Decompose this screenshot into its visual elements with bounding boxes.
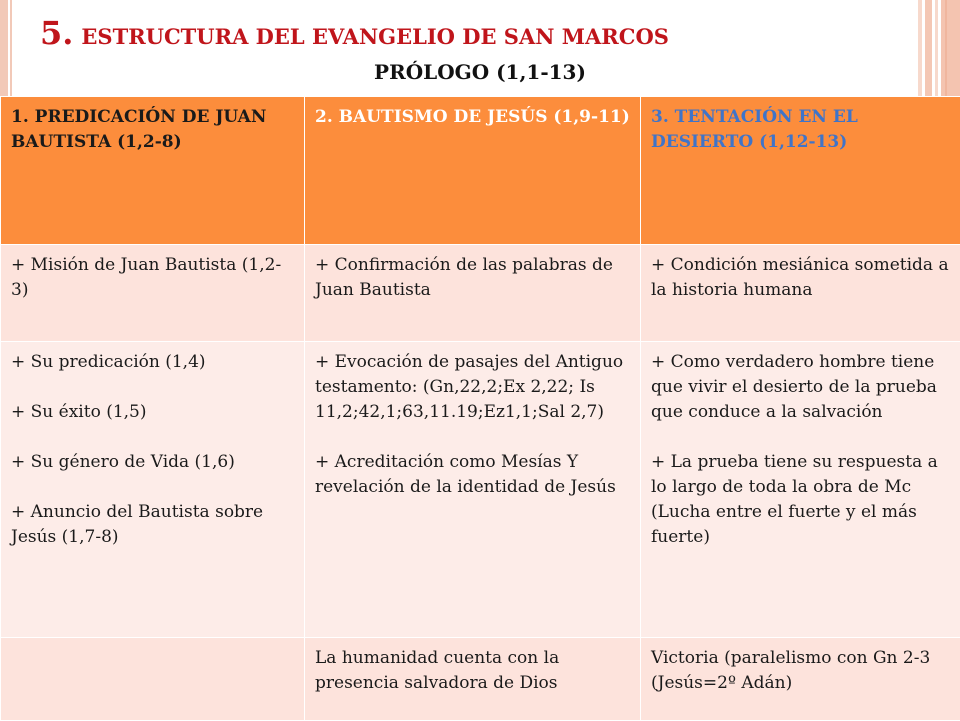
table-cell bbox=[1, 342, 305, 638]
table-row bbox=[1, 245, 960, 342]
slide-subtitle: PRÓLOGO (1,1-13) bbox=[320, 60, 640, 84]
header-tentacion: 3. TENTACIÓN EN EL DESIERTO (1,12-13) bbox=[641, 97, 960, 245]
header-juan-bautista: 1. PREDICACIÓN DE JUAN BAUTISTA (1,2-8) bbox=[1, 97, 305, 245]
slide-title bbox=[40, 14, 669, 52]
table-cell bbox=[1, 638, 305, 721]
table-cell bbox=[641, 342, 960, 638]
table-cell bbox=[305, 342, 641, 638]
table-row bbox=[1, 638, 960, 721]
table-row bbox=[1, 342, 960, 638]
table-cell: + Confirmación de las palabras de Juan Bautista bbox=[305, 245, 641, 342]
cell-item: + Su predicación (1,4) bbox=[11, 350, 294, 375]
table-cell: Victoria (paralelismo con Gn 2-3 (Jesús=2º Adán) bbox=[641, 638, 960, 721]
left-border-decoration bbox=[0, 0, 8, 98]
slide-title-text: ESTRUCTURA DEL EVANGELIO DE SAN MARCOS bbox=[81, 24, 669, 49]
structure-table bbox=[0, 96, 960, 721]
cell-item: + Su género de Vida (1,6) bbox=[11, 450, 294, 475]
left-border-decoration bbox=[10, 0, 12, 98]
cell-item: + Como verdadero hombre tiene que vivir el desierto de la prueba que conduce a la salvación bbox=[651, 350, 950, 425]
cell-item: + Acreditación como Mesías Y revelación de la identidad de Jesús bbox=[315, 450, 630, 500]
cell-item: + La prueba tiene su respuesta a lo largo de toda la obra de Mc (Lucha entre el fuerte y el más fuerte) bbox=[651, 450, 950, 550]
slide-number: 5. bbox=[40, 14, 73, 52]
cell-item: + Su éxito (1,5) bbox=[11, 400, 294, 425]
table-cell: + Condición mesiánica sometida a la historia humana bbox=[641, 245, 960, 342]
header-bautismo: 2. BAUTISMO DE JESÚS (1,9-11) bbox=[305, 97, 641, 245]
cell-item: + Anuncio del Bautista sobre Jesús (1,7-8) bbox=[11, 500, 294, 550]
table-header-row bbox=[1, 97, 960, 245]
cell-item: + Evocación de pasajes del Antiguo testamento: (Gn,22,2;Ex 2,22; Is 11,2;42,1;63,11.19;Ez1,1;Sal 2,7) bbox=[315, 350, 630, 425]
table-cell: + Misión de Juan Bautista (1,2-3) bbox=[1, 245, 305, 342]
table-cell: La humanidad cuenta con la presencia salvadora de Dios bbox=[305, 638, 641, 721]
